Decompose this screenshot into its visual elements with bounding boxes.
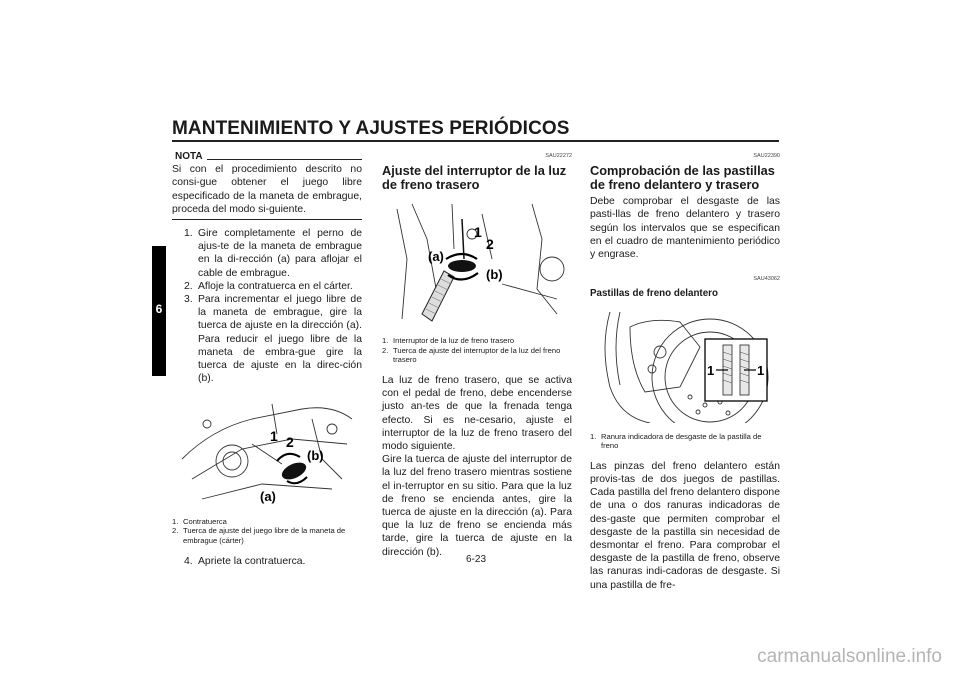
brake-switch-figure [382,199,572,327]
watermark: carmanualsonline.info [757,646,942,667]
section-code: SAU22272 [545,153,572,159]
step-item: 2. Afloje la contratuerca en el cárter. [184,280,353,292]
step-item: 3. Para incrementar el juego libre de la maneta de embrague, gire la tuerca de ajuste en la dirección (a). Para reducir el juego libre de la maneta de embra-gue gire la tuerca de ajuste en la direc-ción (b). [184,294,362,385]
body-paragraph: Las pinzas del freno delantero están provis-tas de dos juegos de pastillas. Cada pastilla del freno delantero dispone de una o dos ranuras indicadoras de des-gaste que permiten comprobar el desgaste de la pastilla sin necesidad de desmontar el freno. Para comprobar el desgaste de la pastilla de freno, observe las ranuras indi-cadoras de desgaste. Si una pastilla de fre- [590,460,780,591]
brake-pad-figure [590,307,780,423]
fig1-label-b: (b) [307,448,324,464]
step-item: 4. Apriete la contratuerca. [184,556,306,568]
nota-heading: NOTA [175,150,362,163]
step-item: 1. Gire completamente el perno de ajus-te de la maneta de embrague en la di-rección (a) para aflojar el cable de embrague. [184,228,362,279]
page-number: 6-23 [466,554,487,565]
section-title: Comprobación de las pastillas de freno delantero y trasero [590,163,775,193]
figure-caption: 1. Ranura indicadora de desgaste de la pastilla de freno [590,431,762,451]
nota-text: Si con el procedimiento descrito no consi-gue obtener el juego libre especificado de la maneta de embrague, proceda del modo si-guiente. [172,164,362,215]
clutch-adjust-figure [172,389,362,507]
column-3 [590,150,780,592]
fig3-label-left: 1 [707,362,715,378]
intro-paragraph: Debe comprobar el desgaste de las pasti-llas de freno delantero y trasero según los intervalos que se especifican en el cuadro de mantenimiento periódico y engrase. [590,196,780,261]
section-code: SAU22390 [753,153,780,159]
fig2-label-a: (a) [428,249,444,265]
nota-end-rule [172,219,362,220]
column-1 [172,150,362,568]
fig1-label-a: (a) [260,489,276,505]
subsection-code: SAU43062 [753,276,780,283]
body-paragraph: Gire la tuerca de ajuste del interruptor de la luz del freno trasero mientras sostiene el in-terruptor en su sitio. Para que la luz de freno se encienda antes, gire la tuerca de ajuste en la dirección (a). Para que la luz de freno se encienda más tarde, gire la tuerca de ajuste en la dirección (b). [382,454,572,558]
header-rule [172,140,779,142]
body-paragraph: La luz de freno trasero, que se activa con el pedal de freno, debe encenderse justo an-tes de que la frenada tenga efecto. Si es ne-cesario, ajuste el interruptor de la luz de freno trasero del modo siguiente. [382,374,572,452]
figure-caption: 1. Contratuerca 2. Tuerca de ajuste del juego libre de la maneta de embrague (cárter) [172,516,346,545]
fig1-label-1: 1 [270,428,278,445]
fig3-label-right: 1 [757,362,765,378]
fig2-label-b: (b) [486,267,503,283]
steps-list-cont [172,555,362,568]
fig2-label-1: 1 [474,224,482,241]
column-2 [382,150,572,559]
fig1-label-2: 2 [286,434,294,451]
steps-list [172,227,362,385]
subsection-title: Pastillas de freno delantero [590,288,718,300]
fig2-label-2: 2 [486,236,494,253]
chapter-tab: 6 [152,246,166,376]
figure-caption: 1. Interruptor de la luz de freno trasero 2. Tuerca de ajuste del interruptor de la luz del freno trasero [382,336,561,365]
section-title: Ajuste del interruptor de la luz de freno trasero [382,163,567,193]
page-header-title: MANTENIMIENTO Y AJUSTES PERIÓDICOS [172,118,570,139]
